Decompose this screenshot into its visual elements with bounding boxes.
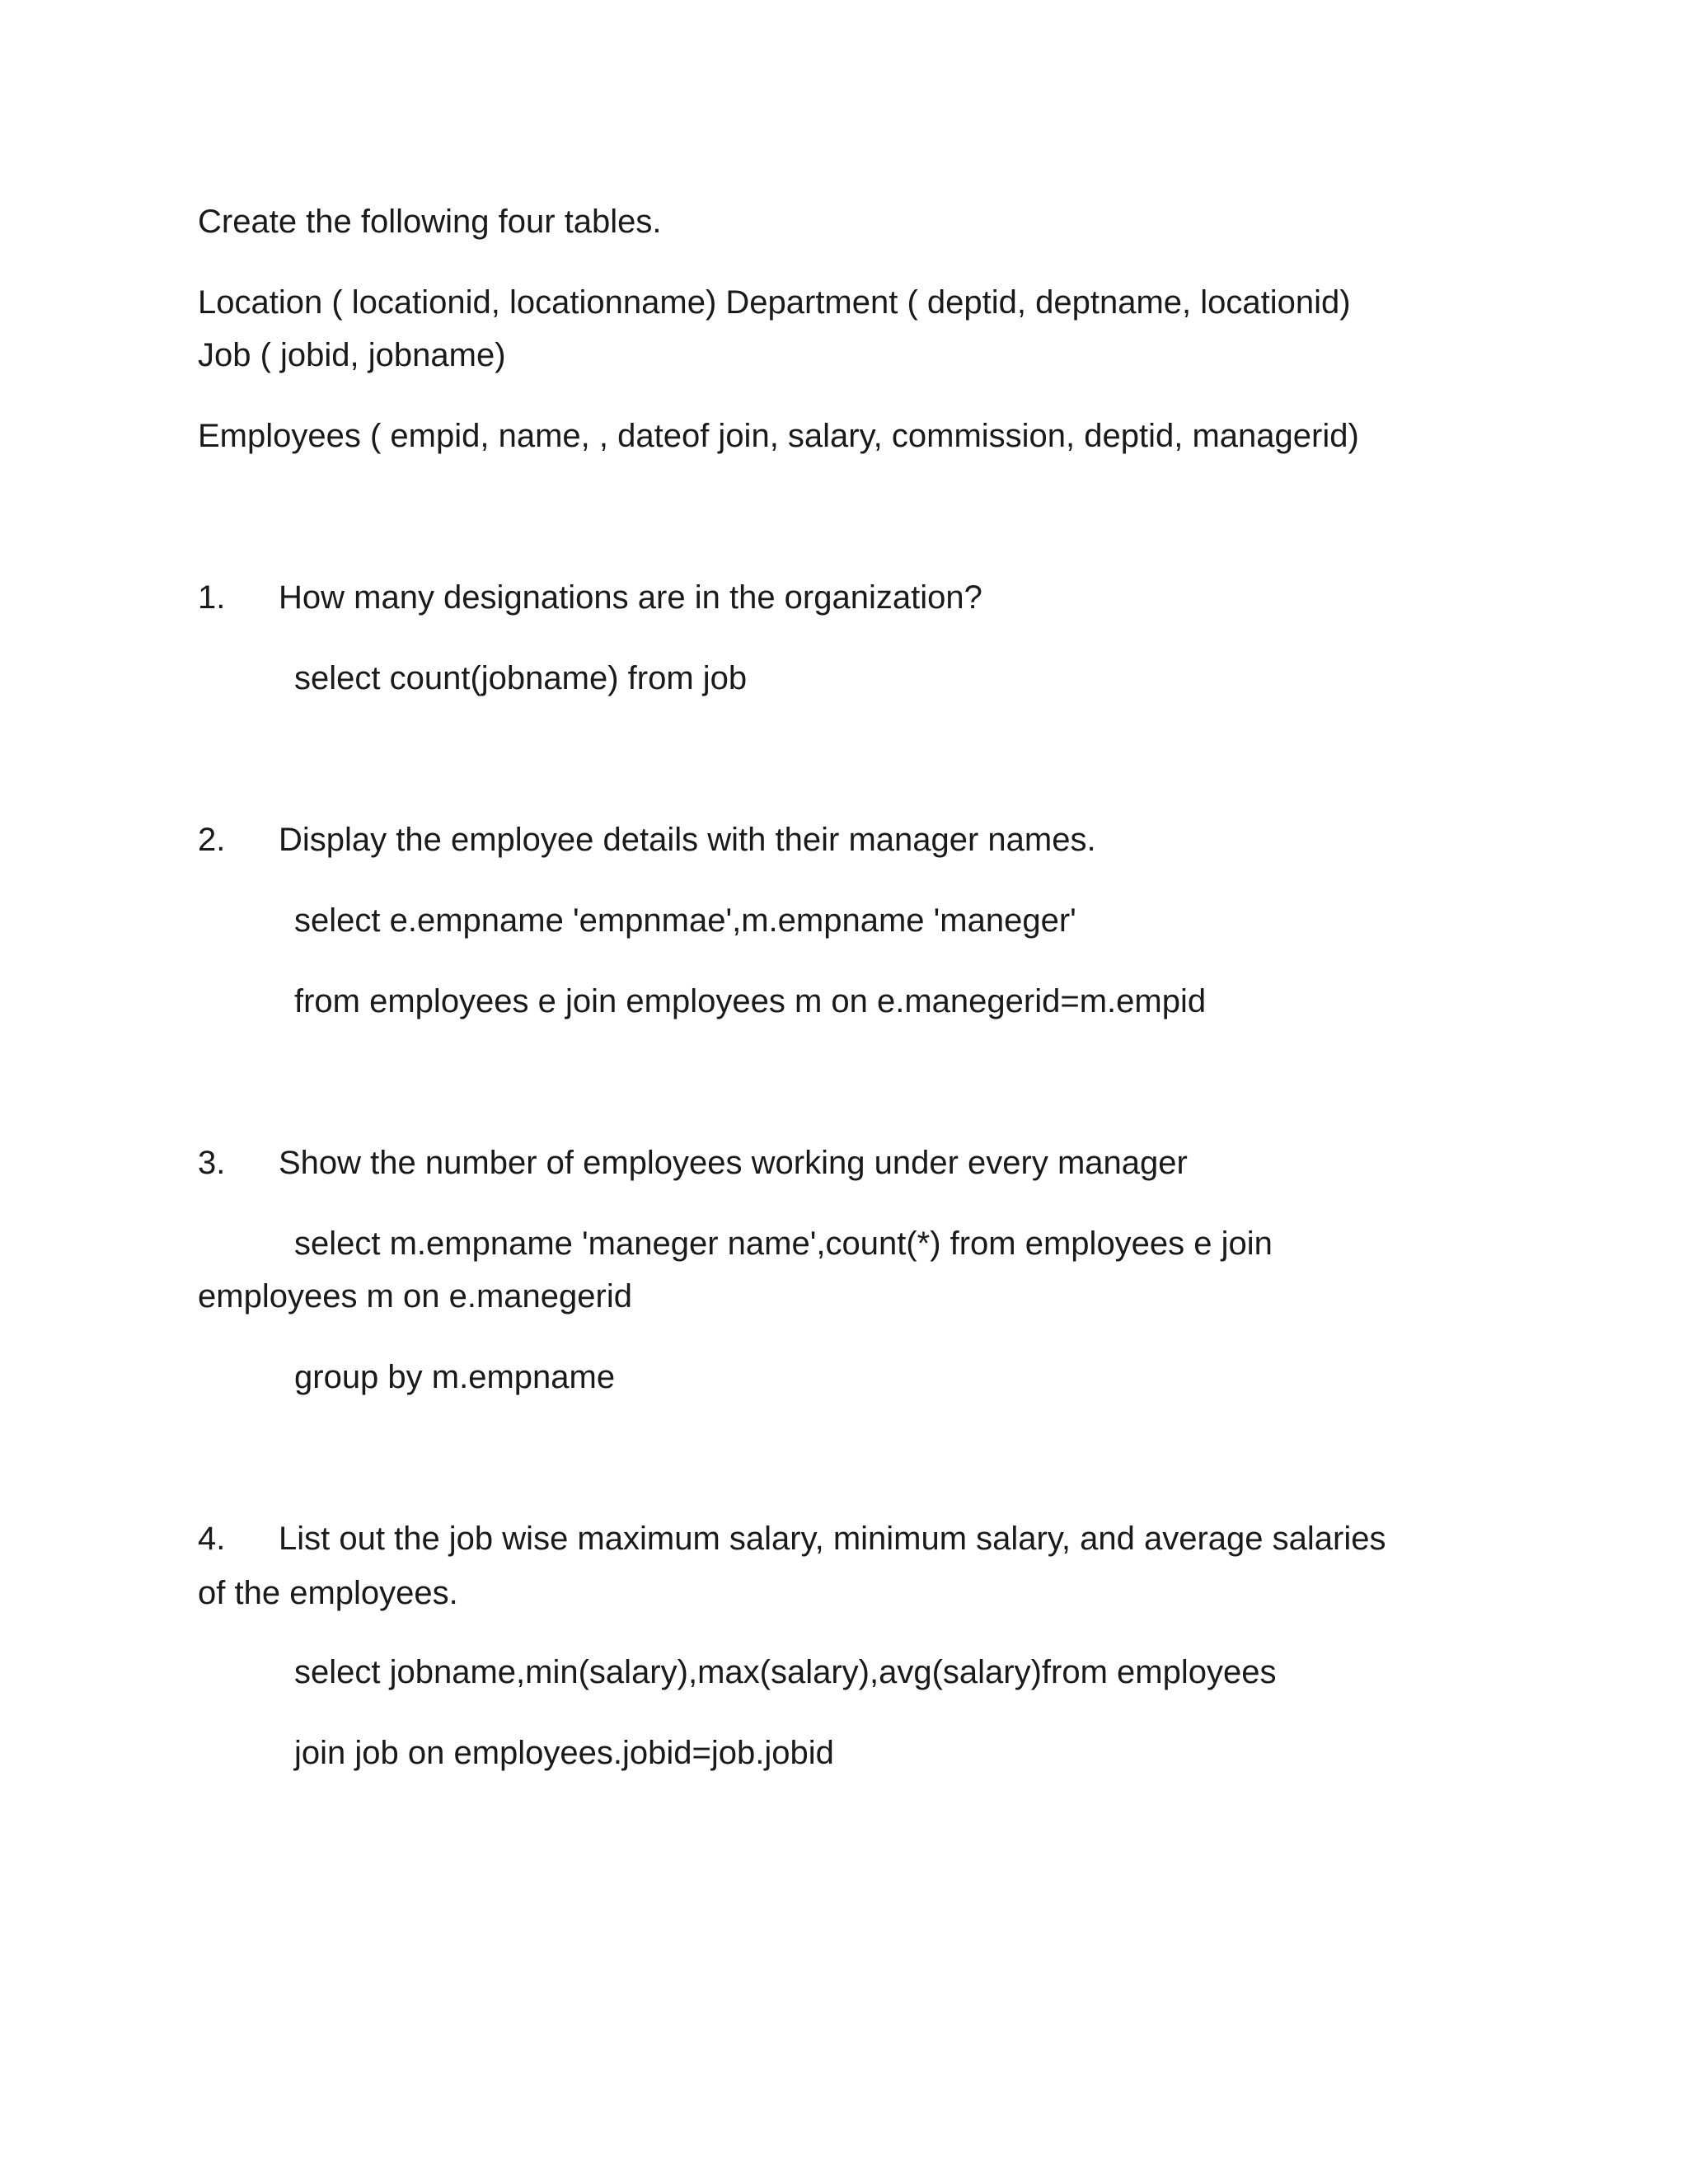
sql-answer-line: select m.empname 'maneger name',count(*) from employees e join [294,1226,1273,1262]
question-number: 3. [198,1145,226,1181]
question-number: 2. [198,822,226,858]
schema-line-location-department: Location ( locationid, locationname) Department ( deptid, deptname, locationid) [198,284,1351,321]
intro-heading: Create the following four tables. [198,204,662,240]
question-text: How many designations are in the organization? [279,579,982,616]
question-text: Show the number of employees working under every manager [279,1145,1188,1181]
schema-line-employees: Employees ( empid, name, , dateof join, salary, commission, deptid, managerid) [198,418,1359,454]
question-text: Display the employee details with their manager names. [279,822,1096,858]
question-text: List out the job wise maximum salary, minimum salary, and average salaries [279,1521,1386,1557]
question-number: 4. [198,1521,226,1557]
sql-answer-line: employees m on e.manegerid [198,1278,632,1315]
sql-answer-line: select jobname,min(salary),max(salary),avg(salary)from employees [294,1654,1277,1690]
question-text-continued: of the employees. [198,1575,458,1611]
schema-line-job: Job ( jobid, jobname) [198,337,506,373]
question-number: 1. [198,579,226,616]
sql-answer-line: join job on employees.jobid=job.jobid [294,1735,834,1771]
sql-answer-line: from employees e join employees m on e.manegerid=m.empid [294,983,1207,1019]
sql-answer-line: group by m.empname [294,1359,616,1395]
sql-answer-line: select e.empname 'empnmae',m.empname 'maneger' [294,902,1076,939]
sql-answer-line: select count(jobname) from job [294,660,748,696]
